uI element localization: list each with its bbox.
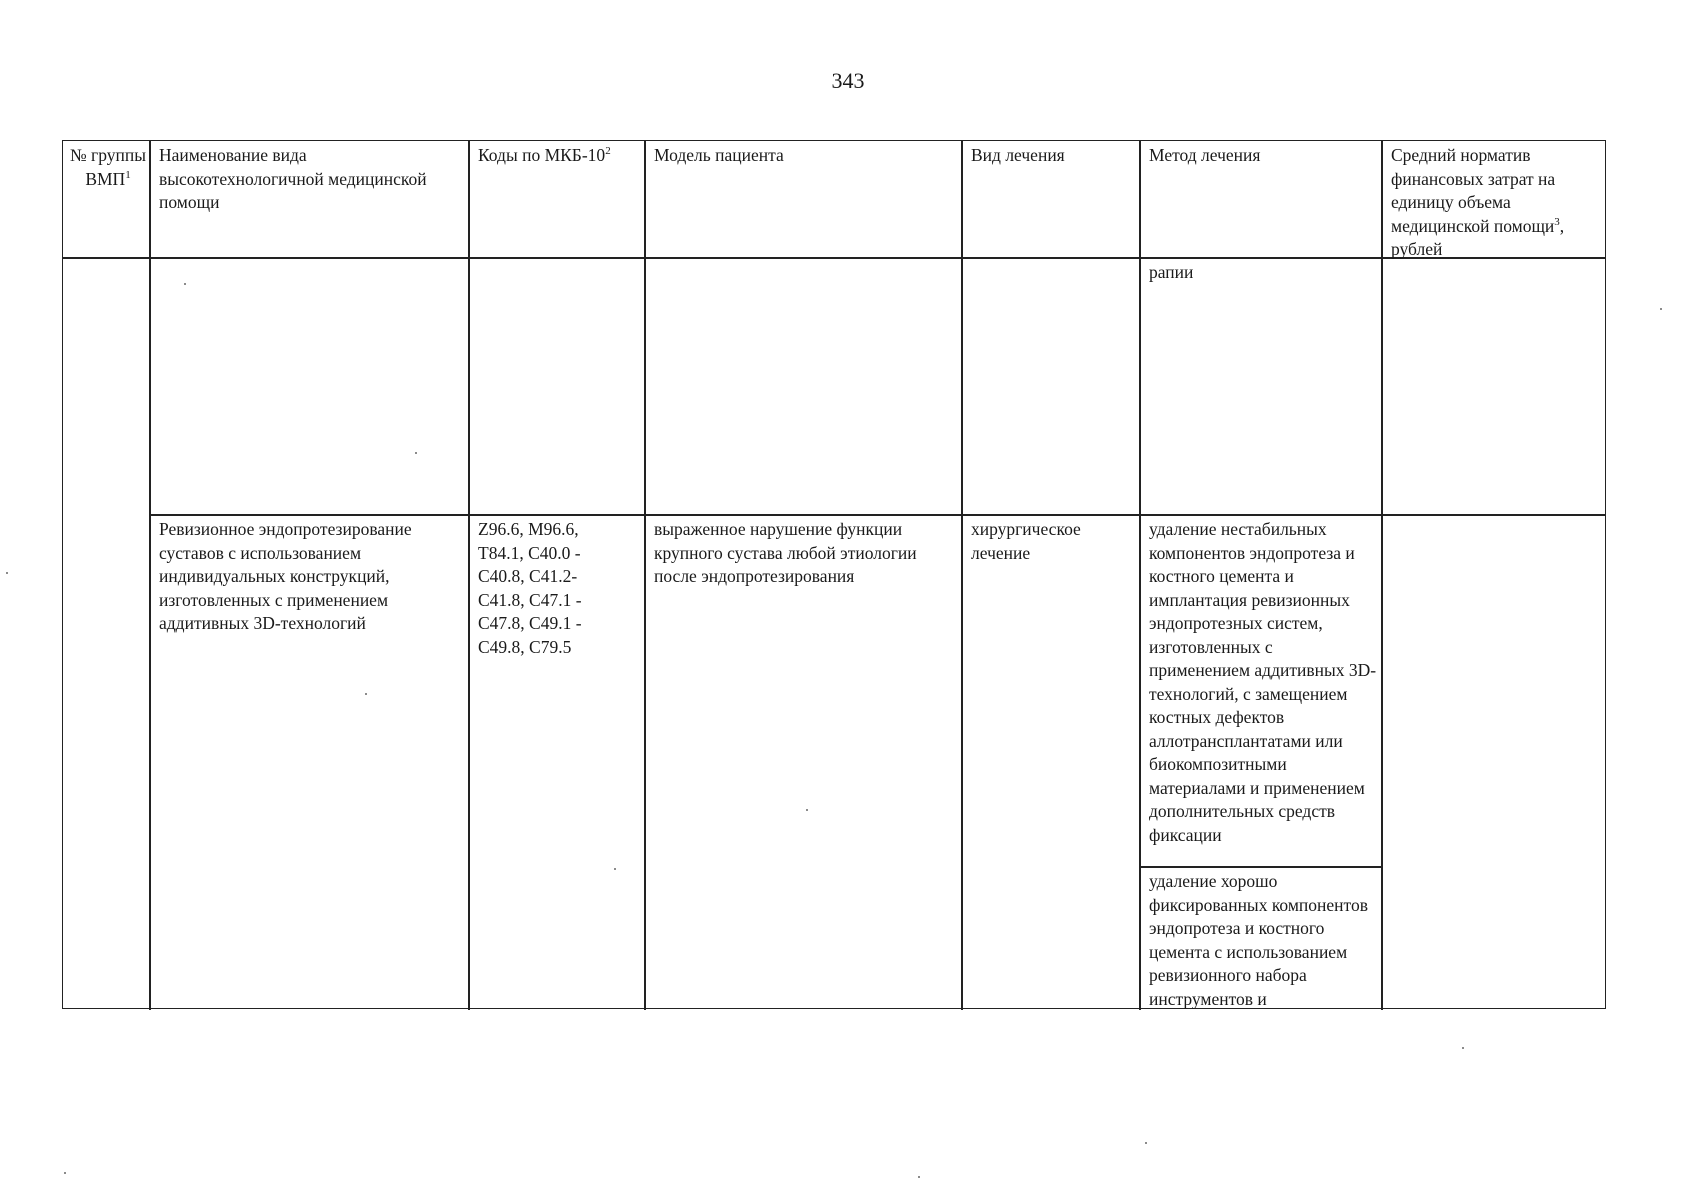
header-cost: Средний норматив финансовых затрат на единицу объема медицинской помощи$^3$, рублей — [1391, 145, 1565, 259]
row-divider — [149, 514, 1605, 516]
row2-patient-model: выраженное нарушение функции крупного сустава любой этиологии после эндопротезирования — [654, 519, 917, 586]
row2-method-2: удаление хорошо фиксированных компонентов эндопротеза и костного цемента с использованием ревизионного набора инструментов и — [1149, 871, 1368, 1009]
scan-speck — [1660, 308, 1662, 310]
page-number: 343 — [831, 68, 865, 93]
col-divider — [468, 141, 470, 1010]
method-divider — [1139, 866, 1381, 868]
scan-speck — [184, 283, 186, 285]
row2-name: Ревизионное эндопротезирование суставов с использованием индивидуальных конструкций, изготовленных с применением аддитивных 3D-технологий — [159, 519, 412, 633]
col-divider — [1381, 141, 1383, 1010]
col-divider — [644, 141, 646, 1010]
scan-speck — [64, 1172, 66, 1174]
header-patient-model: Модель пациента — [654, 145, 784, 165]
scan-speck — [415, 452, 417, 454]
scan-speck — [1462, 1047, 1464, 1049]
scan-speck — [1145, 1142, 1147, 1144]
row2-codes: Z96.6, M96.6, T84.1, C40.0 - C40.8, C41.2- C41.8, C47.1 - C47.8, C49.1 - C49.8, C79.5 — [478, 519, 582, 657]
row2-treatment-type: хирургическое лечение — [971, 519, 1081, 563]
row2-method-1: удаление нестабильных компонентов эндопротеза и костного цемента и имплантация ревизионных эндопротезных систем, изготовленных с применением аддитивных 3D-технологий, с замещением костных дефектов аллотрансплантатами или биокомпозитными материалами и применением дополнительных средств фиксации — [1149, 519, 1377, 845]
header-codes: Коды по МКБ-$10^2$ — [478, 145, 611, 165]
header-bottom-rule — [63, 257, 1605, 259]
col-divider — [149, 141, 151, 1010]
row1-method: рапии — [1149, 262, 1194, 282]
header-treatment-type: Вид лечения — [971, 145, 1065, 165]
col-divider — [961, 141, 963, 1010]
vmp-table — [62, 140, 1606, 1009]
header-group-number: № группы ВМП$^1$ — [69, 145, 146, 189]
scan-speck — [806, 809, 808, 811]
header-treatment-method: Метод лечения — [1149, 145, 1261, 165]
scan-speck — [365, 693, 367, 695]
scan-speck — [6, 572, 8, 574]
col-divider — [1139, 141, 1141, 1010]
scan-speck — [614, 868, 616, 870]
header-name: Наименование вида высокотехнологичной медицинской помощи — [159, 145, 427, 212]
scan-speck — [918, 1176, 920, 1178]
